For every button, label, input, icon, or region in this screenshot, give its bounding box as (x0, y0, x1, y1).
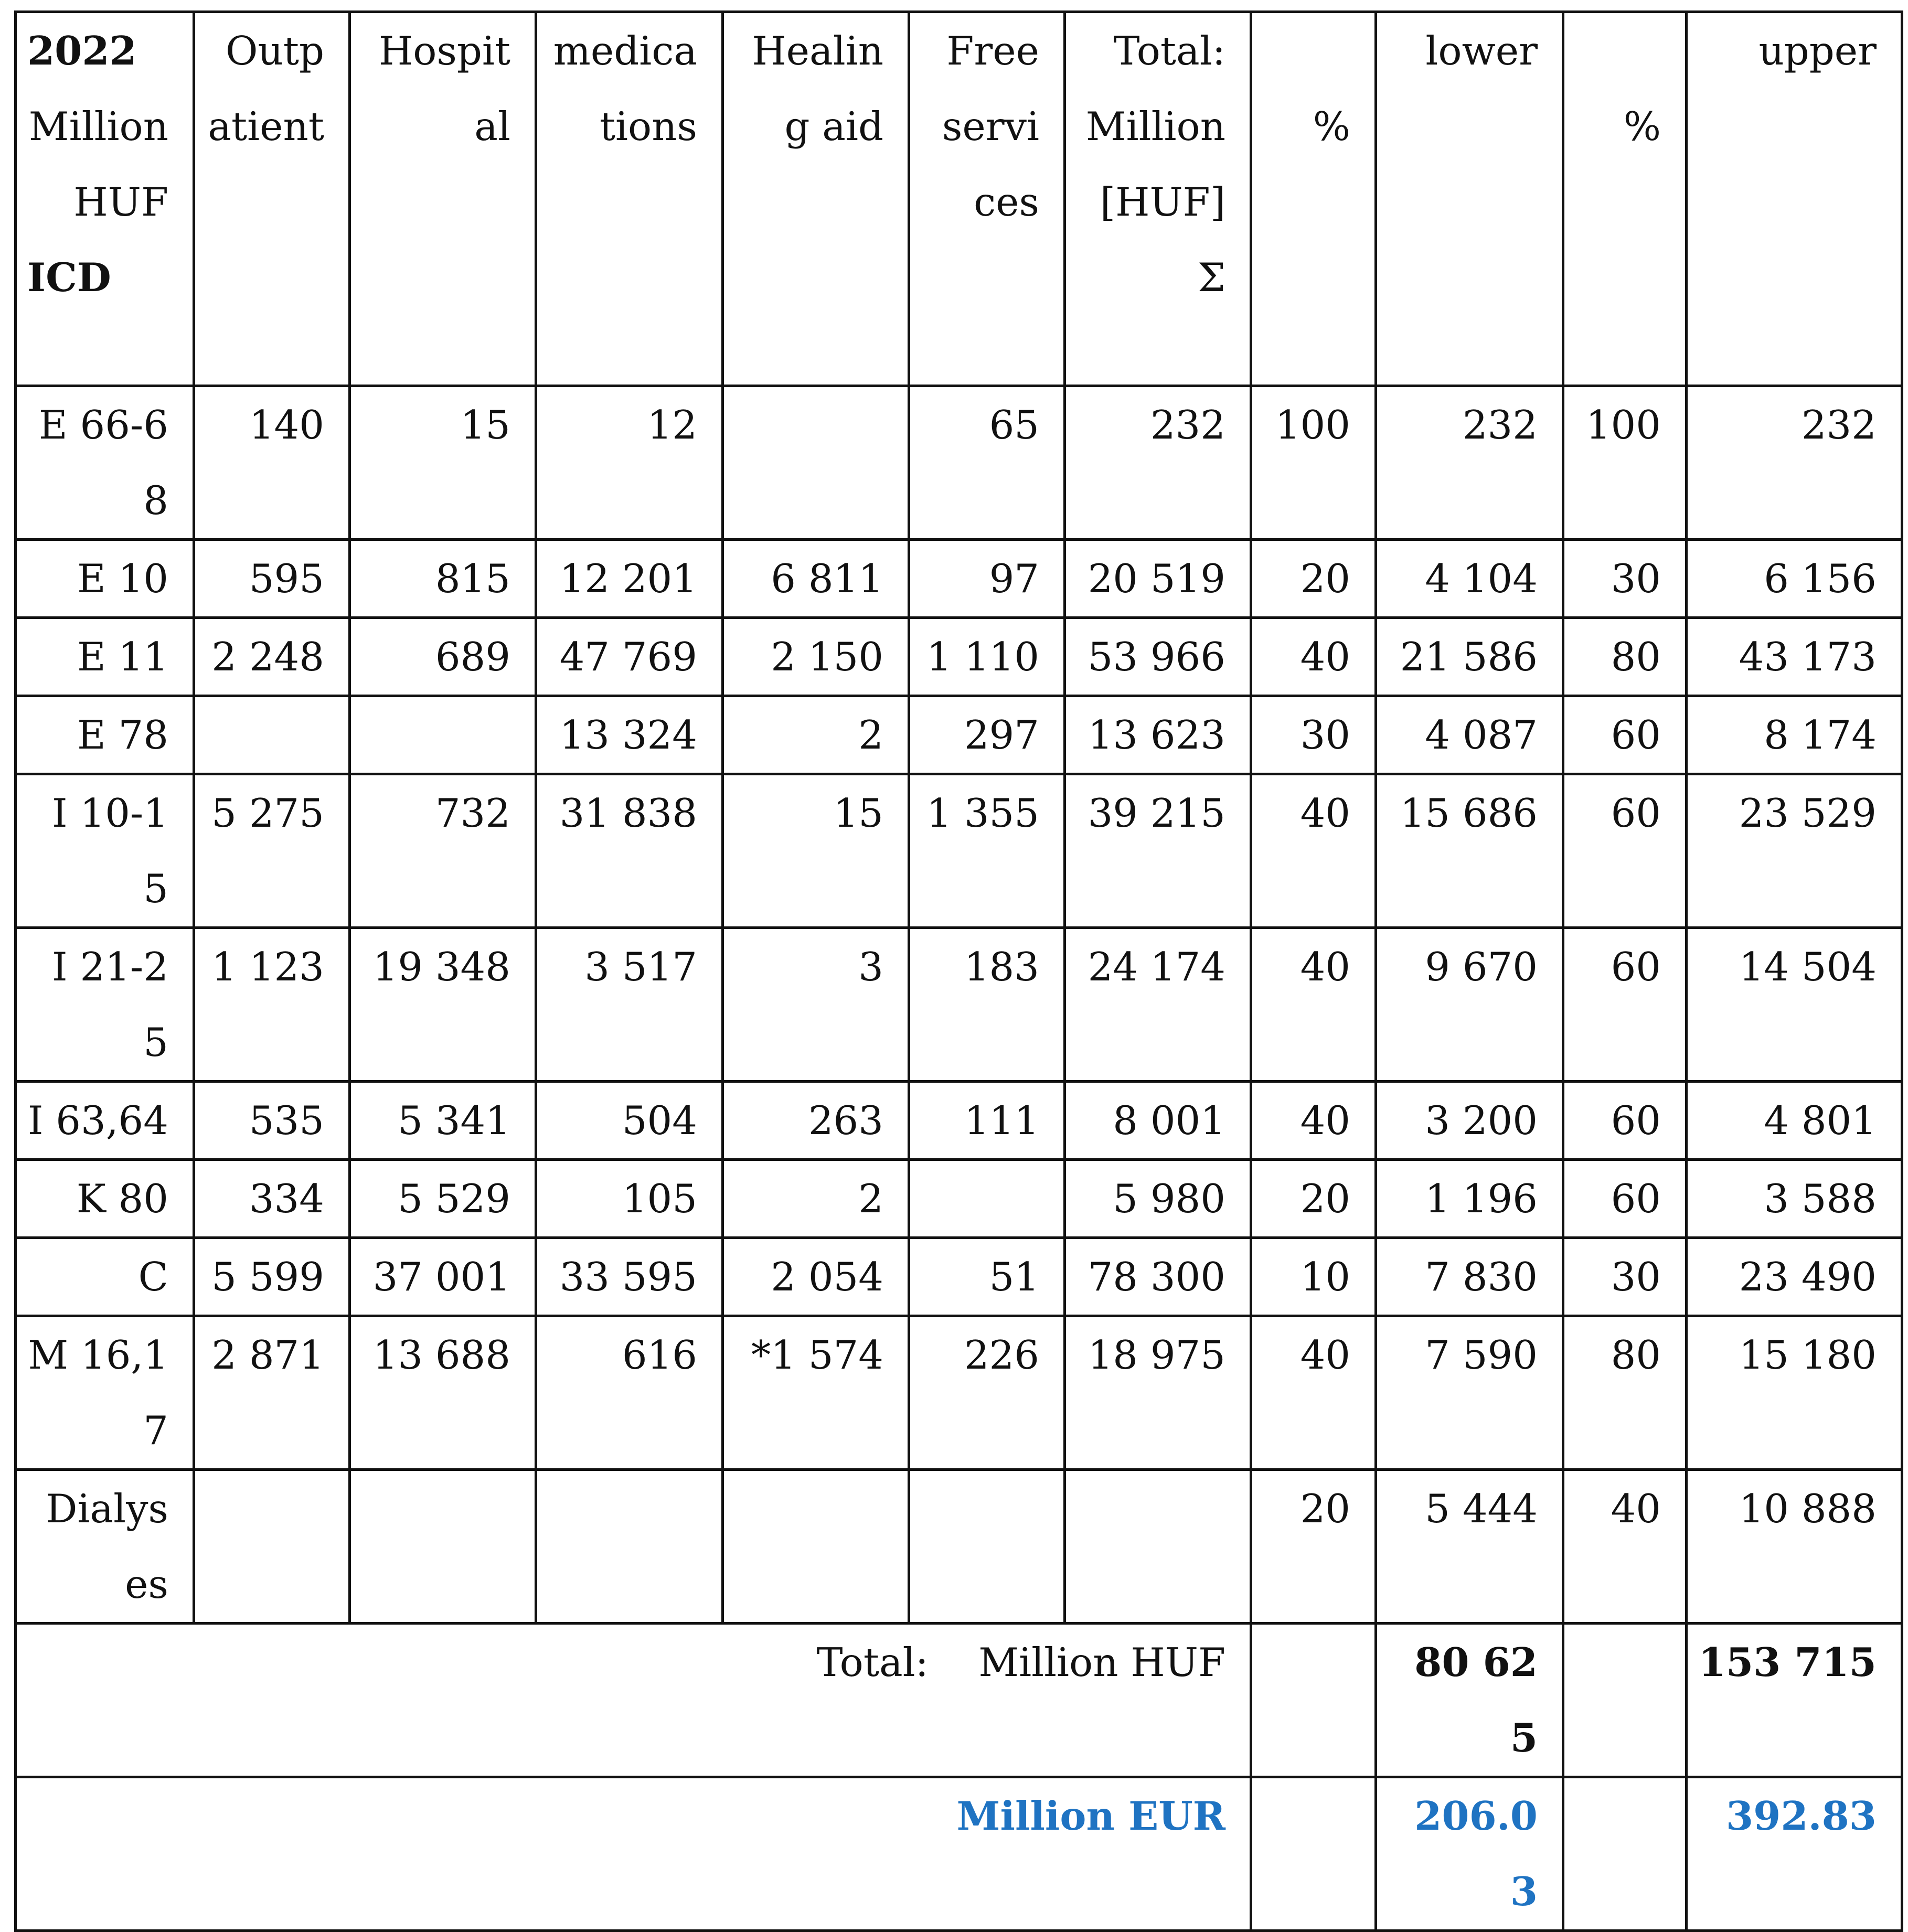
cell-lower: 3 200 (1376, 1082, 1563, 1160)
table-row (16, 1470, 1902, 1624)
cell-medications: 3 517 (536, 928, 723, 1082)
cell-lower: 15 686 (1376, 774, 1563, 928)
cell-pct-lower: 40 (1251, 928, 1376, 1082)
cell-total: 24 174 (1065, 928, 1251, 1082)
cell-outpatient: 595 (194, 540, 350, 618)
row-icd: E 78 (16, 696, 194, 774)
cell-healing-aid: 2 150 (723, 618, 909, 696)
cell-hospital: 5 341 (350, 1082, 536, 1160)
cell-free-services: 183 (909, 928, 1065, 1082)
cell-healing-aid: 2 054 (723, 1238, 909, 1316)
totals-huf-row (16, 1624, 1902, 1777)
header-total: Total: Million [HUF] Σ (1065, 12, 1251, 386)
cell-total: 53 966 (1065, 618, 1251, 696)
cell-healing-aid: 6 811 (723, 540, 909, 618)
table-row (16, 1238, 1902, 1316)
cell-upper: 43 173 (1687, 618, 1902, 696)
cell-medications: 504 (536, 1082, 723, 1160)
cell-upper: 14 504 (1687, 928, 1902, 1082)
cell-outpatient: 334 (194, 1160, 350, 1238)
row-icd: E 10 (16, 540, 194, 618)
cell-total: 20 519 (1065, 540, 1251, 618)
header-upper: upper (1687, 12, 1902, 386)
cell-lower: 1 196 (1376, 1160, 1563, 1238)
cell-free-services: 297 (909, 696, 1065, 774)
cell-total: 8 001 (1065, 1082, 1251, 1160)
cell-medications: 13 324 (536, 696, 723, 774)
row-icd: I 21-25 (16, 928, 194, 1082)
cell-upper: 3 588 (1687, 1160, 1902, 1238)
totals-eur-pct-lower (1251, 1777, 1376, 1931)
cell-free-services: 1 355 (909, 774, 1065, 928)
totals-huf-upper: 153 715 (1687, 1624, 1902, 1777)
cell-upper: 23 490 (1687, 1238, 1902, 1316)
header-hospital: Hospital (350, 12, 536, 386)
totals-huf-pct-upper (1563, 1624, 1687, 1777)
cell-medications: 105 (536, 1160, 723, 1238)
cell-pct-lower: 40 (1251, 774, 1376, 928)
cell-pct-lower: 40 (1251, 618, 1376, 696)
cell-medications: 12 201 (536, 540, 723, 618)
cell-lower: 4 104 (1376, 540, 1563, 618)
row-icd: K 80 (16, 1160, 194, 1238)
cell-free-services: 226 (909, 1316, 1065, 1470)
cell-lower: 7 590 (1376, 1316, 1563, 1470)
cell-pct-upper: 40 (1563, 1470, 1687, 1624)
cell-free-services (909, 1160, 1065, 1238)
cell-medications (536, 1470, 723, 1624)
cell-hospital: 815 (350, 540, 536, 618)
row-icd: E 11 (16, 618, 194, 696)
cell-healing-aid: 2 (723, 1160, 909, 1238)
cell-lower: 4 087 (1376, 696, 1563, 774)
cell-total: 232 (1065, 386, 1251, 540)
cell-pct-upper: 80 (1563, 618, 1687, 696)
cell-healing-aid: 3 (723, 928, 909, 1082)
cell-pct-upper: 80 (1563, 1316, 1687, 1470)
table-row (16, 1316, 1902, 1470)
header-pct-lower: % (1251, 12, 1376, 386)
table-row (16, 1160, 1902, 1238)
cell-medications: 47 769 (536, 618, 723, 696)
cell-healing-aid: 15 (723, 774, 909, 928)
cell-hospital: 15 (350, 386, 536, 540)
totals-eur-label: Million EUR (16, 1777, 1251, 1931)
cell-total: 13 623 (1065, 696, 1251, 774)
cell-outpatient: 2 871 (194, 1316, 350, 1470)
cell-upper: 23 529 (1687, 774, 1902, 928)
totals-huf-lower: 80 625 (1376, 1624, 1563, 1777)
totals-eur-pct-upper (1563, 1777, 1687, 1931)
header-outpatient: Outpatient (194, 12, 350, 386)
table-row (16, 774, 1902, 928)
cell-outpatient (194, 1470, 350, 1624)
cell-pct-upper: 60 (1563, 1160, 1687, 1238)
header-lower: lower (1376, 12, 1563, 386)
cell-total: 39 215 (1065, 774, 1251, 928)
cell-pct-upper: 30 (1563, 1238, 1687, 1316)
cell-medications: 616 (536, 1316, 723, 1470)
cell-pct-upper: 60 (1563, 1082, 1687, 1160)
cell-upper: 232 (1687, 386, 1902, 540)
header-icd: ICD (27, 254, 111, 301)
cell-hospital: 37 001 (350, 1238, 536, 1316)
cell-free-services: 111 (909, 1082, 1065, 1160)
header-row (16, 12, 1902, 386)
header-pct-upper: % (1563, 12, 1687, 386)
cell-hospital: 5 529 (350, 1160, 536, 1238)
table-row (16, 1082, 1902, 1160)
cell-total (1065, 1470, 1251, 1624)
cell-lower: 9 670 (1376, 928, 1563, 1082)
header-year: 2022 (27, 28, 137, 74)
cell-pct-upper: 60 (1563, 928, 1687, 1082)
cell-upper: 10 888 (1687, 1470, 1902, 1624)
cell-pct-lower: 100 (1251, 386, 1376, 540)
cell-total: 5 980 (1065, 1160, 1251, 1238)
cell-healing-aid: 263 (723, 1082, 909, 1160)
cell-free-services: 1 110 (909, 618, 1065, 696)
cell-pct-upper: 60 (1563, 696, 1687, 774)
cell-lower: 7 830 (1376, 1238, 1563, 1316)
cell-healing-aid: *1 574 (723, 1316, 909, 1470)
table-row (16, 540, 1902, 618)
cell-healing-aid (723, 386, 909, 540)
cell-medications: 31 838 (536, 774, 723, 928)
cell-pct-upper: 60 (1563, 774, 1687, 928)
cell-lower: 5 444 (1376, 1470, 1563, 1624)
cell-outpatient: 2 248 (194, 618, 350, 696)
cell-free-services: 65 (909, 386, 1065, 540)
cell-pct-lower: 20 (1251, 540, 1376, 618)
header-medications: medications (536, 12, 723, 386)
cell-pct-lower: 20 (1251, 1160, 1376, 1238)
row-icd: M 16,17 (16, 1316, 194, 1470)
cell-outpatient: 5 599 (194, 1238, 350, 1316)
cell-total: 78 300 (1065, 1238, 1251, 1316)
row-icd: I 10-15 (16, 774, 194, 928)
row-icd: E 66-68 (16, 386, 194, 540)
cell-pct-upper: 30 (1563, 540, 1687, 618)
cell-pct-lower: 20 (1251, 1470, 1376, 1624)
row-icd: C (16, 1238, 194, 1316)
header-free-services: Free services (909, 12, 1065, 386)
cell-free-services: 97 (909, 540, 1065, 618)
totals-huf-label: Total: Million HUF (16, 1624, 1251, 1777)
cell-outpatient: 140 (194, 386, 350, 540)
cell-outpatient: 535 (194, 1082, 350, 1160)
cell-free-services (909, 1470, 1065, 1624)
cell-lower: 21 586 (1376, 618, 1563, 696)
table-row (16, 618, 1902, 696)
header-healing-aid: Healing aid (723, 12, 909, 386)
table-row (16, 696, 1902, 774)
cell-pct-upper: 100 (1563, 386, 1687, 540)
cell-hospital: 732 (350, 774, 536, 928)
cell-medications: 12 (536, 386, 723, 540)
cell-healing-aid: 2 (723, 696, 909, 774)
totals-eur-row (16, 1777, 1902, 1931)
header-unit: Million HUF (28, 103, 168, 225)
totals-eur-lower: 206.03 (1376, 1777, 1563, 1931)
totals-huf-pct-lower (1251, 1624, 1376, 1777)
cell-upper: 8 174 (1687, 696, 1902, 774)
cell-total: 18 975 (1065, 1316, 1251, 1470)
cell-pct-lower: 40 (1251, 1082, 1376, 1160)
header-corner (16, 12, 194, 386)
cell-hospital: 13 688 (350, 1316, 536, 1470)
row-icd: I 63,64 (16, 1082, 194, 1160)
cell-upper: 4 801 (1687, 1082, 1902, 1160)
cell-outpatient: 5 275 (194, 774, 350, 928)
cell-medications: 33 595 (536, 1238, 723, 1316)
cell-healing-aid (723, 1470, 909, 1624)
cell-upper: 6 156 (1687, 540, 1902, 618)
totals-eur-upper: 392.83 (1687, 1777, 1902, 1931)
cell-pct-lower: 10 (1251, 1238, 1376, 1316)
cell-outpatient: 1 123 (194, 928, 350, 1082)
cell-hospital: 689 (350, 618, 536, 696)
cell-pct-lower: 40 (1251, 1316, 1376, 1470)
cell-upper: 15 180 (1687, 1316, 1902, 1470)
cell-lower: 232 (1376, 386, 1563, 540)
cell-outpatient (194, 696, 350, 774)
table-row (16, 928, 1902, 1082)
cell-hospital (350, 1470, 536, 1624)
cell-hospital: 19 348 (350, 928, 536, 1082)
cell-pct-lower: 30 (1251, 696, 1376, 774)
cell-free-services: 51 (909, 1238, 1065, 1316)
cell-hospital (350, 696, 536, 774)
cost-table (14, 10, 1903, 1932)
row-icd: Dialyses (16, 1470, 194, 1624)
table-row (16, 386, 1902, 540)
